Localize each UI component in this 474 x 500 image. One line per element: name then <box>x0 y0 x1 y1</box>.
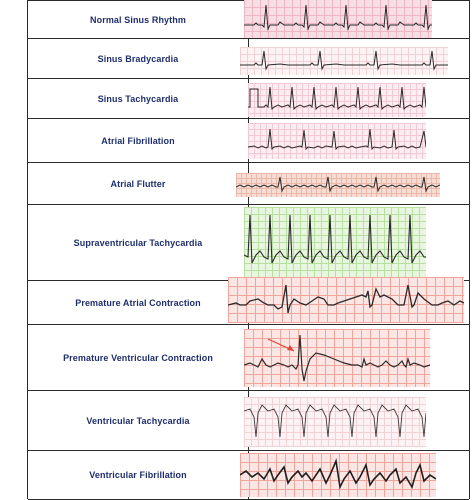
ecg-trace <box>236 173 440 197</box>
ecg-strip-pac <box>228 277 464 323</box>
ecg-strip-vtach <box>244 397 426 447</box>
ecg-trace <box>240 453 436 497</box>
rhythm-row-vtach <box>28 390 469 451</box>
rhythm-row-normal-sinus <box>28 0 469 39</box>
rhythm-row-sinus-tachy <box>28 78 469 119</box>
ecg-strip-afib <box>248 123 426 159</box>
ecg-strip-pvc <box>244 329 430 387</box>
rhythm-row-sinus-brady <box>28 38 469 79</box>
ecg-strip-svt <box>244 207 426 277</box>
rhythm-row-pac <box>28 280 469 325</box>
rhythm-row-pvc <box>28 324 469 391</box>
ecg-trace <box>248 83 426 117</box>
rhythm-label: Premature Atrial Contraction <box>75 298 201 308</box>
rhythm-label: Ventricular Tachycardia <box>86 416 190 426</box>
ecg-trace <box>240 47 448 75</box>
ecg-strip-vfib <box>240 453 436 497</box>
rhythm-label: Premature Ventricular Contraction <box>63 353 213 363</box>
ecg-strip-sinus-brady <box>240 47 448 75</box>
ecg-trace <box>244 0 432 39</box>
rhythm-label: Ventricular Fibrillation <box>89 470 187 480</box>
rhythm-label: Atrial Flutter <box>110 179 166 189</box>
ecg-trace <box>244 207 426 277</box>
ecg-trace <box>228 277 464 323</box>
rhythm-row-svt <box>28 204 469 281</box>
ecg-trace <box>244 397 426 447</box>
rhythm-label: Normal Sinus Rhythm <box>90 15 186 25</box>
ecg-strip-sinus-tachy <box>248 83 426 117</box>
rhythm-label: Atrial Fibrillation <box>101 136 175 146</box>
rhythm-table <box>27 0 470 499</box>
ecg-strip-normal-sinus <box>244 0 432 39</box>
rhythm-row-aflutter <box>28 162 469 205</box>
rhythm-label: Supraventricular Tachycardia <box>73 238 203 248</box>
ecg-strip-aflutter <box>236 173 440 197</box>
rhythm-row-afib <box>28 118 469 163</box>
arrow-icon <box>244 329 430 387</box>
rhythm-label: Sinus Bradycardia <box>97 54 179 64</box>
rhythm-label: Sinus Tachycardia <box>97 94 179 104</box>
ecg-trace <box>248 123 426 159</box>
rhythm-row-vfib <box>28 450 469 500</box>
